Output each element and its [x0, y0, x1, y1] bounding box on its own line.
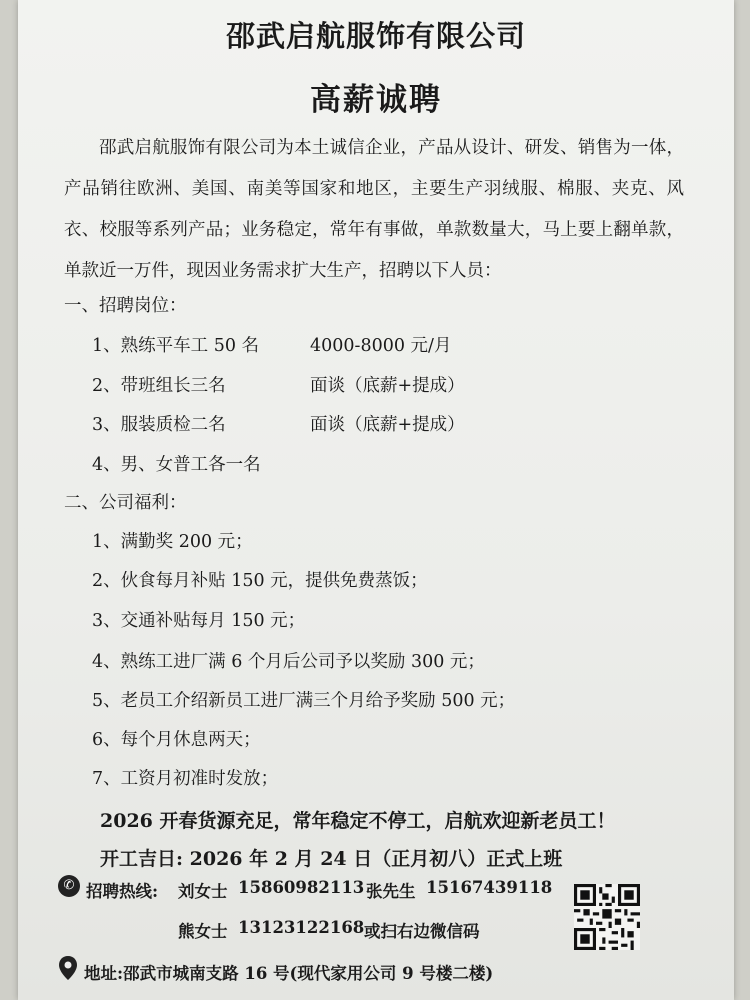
- benefit-item: 1、满勤奖 200 元；: [92, 532, 253, 552]
- qr-note: 或扫右边微信码: [364, 922, 480, 941]
- benefit-item: 6、每个月休息两天；: [92, 730, 261, 750]
- contact-phone: 15167439118: [426, 878, 553, 897]
- position-pay: 面谈（底薪+提成）: [310, 415, 465, 435]
- qr-code-icon: [574, 884, 640, 950]
- position-item: 1、熟练平车工 50 名: [92, 336, 260, 356]
- benefit-item: 7、工资月初准时发放；: [92, 769, 279, 789]
- benefits-heading: 二、公司福利：: [64, 493, 187, 513]
- positions-heading: 一、招聘岗位：: [64, 296, 187, 316]
- contact-name: 张先生: [366, 882, 416, 901]
- slogan: 2026 开春货源充足，常年稳定不停工，启航欢迎新老员工！: [100, 810, 616, 832]
- contact-phone: 13123122168: [238, 918, 365, 937]
- start-date: 开工吉日: 2026 年 2 月 24 日（正月初八）正式上班: [100, 848, 563, 870]
- position-pay: 4000-8000 元/月: [310, 336, 452, 356]
- phone-icon: ✆: [58, 875, 80, 897]
- address: 地址:邵武市城南支路 16 号(现代家用公司 9 号楼二楼): [84, 964, 494, 983]
- benefit-item: 3、交通补贴每月 150 元；: [92, 611, 306, 631]
- contact-name: 熊女士: [178, 922, 228, 941]
- company-name: 邵武启航服饰有限公司: [225, 19, 526, 53]
- position-item: 3、服装质检二名: [92, 415, 226, 435]
- contact-phone: 15860982113: [238, 878, 365, 897]
- benefit-item: 2、伙食每月补贴 150 元，提供免费蒸饭；: [92, 571, 428, 591]
- intro-paragraph: 邵武启航服饰有限公司为本土诚信企业，产品从设计、研发、销售为一体，产品销往欧洲、美国、南美等国家和地区，主要生产羽绒服、棉服、夹克、风衣、校服等系列产品；业务稳定，常年有事做，单款数量大，马上要上翻单款，单款近一万件，现因业务需求扩大生产，招聘以下人员：: [64, 138, 684, 281]
- position-item: 2、带班组长三名: [92, 376, 226, 396]
- position-pay: 面谈（底薪+提成）: [310, 376, 465, 396]
- benefit-item: 4、熟练工进厂满 6 个月后公司予以奖励 300 元；: [92, 652, 485, 672]
- benefit-item: 5、老员工介绍新员工进厂满三个月给予奖励 500 元；: [92, 691, 516, 711]
- headline: 高薪诚聘: [310, 82, 442, 118]
- hotline-label: 招聘热线:: [86, 882, 159, 901]
- recruitment-poster: [18, 0, 734, 1000]
- contact-name: 刘女士: [178, 882, 228, 901]
- position-item: 4、男、女普工各一名: [92, 455, 261, 475]
- location-pin-icon: [58, 955, 78, 981]
